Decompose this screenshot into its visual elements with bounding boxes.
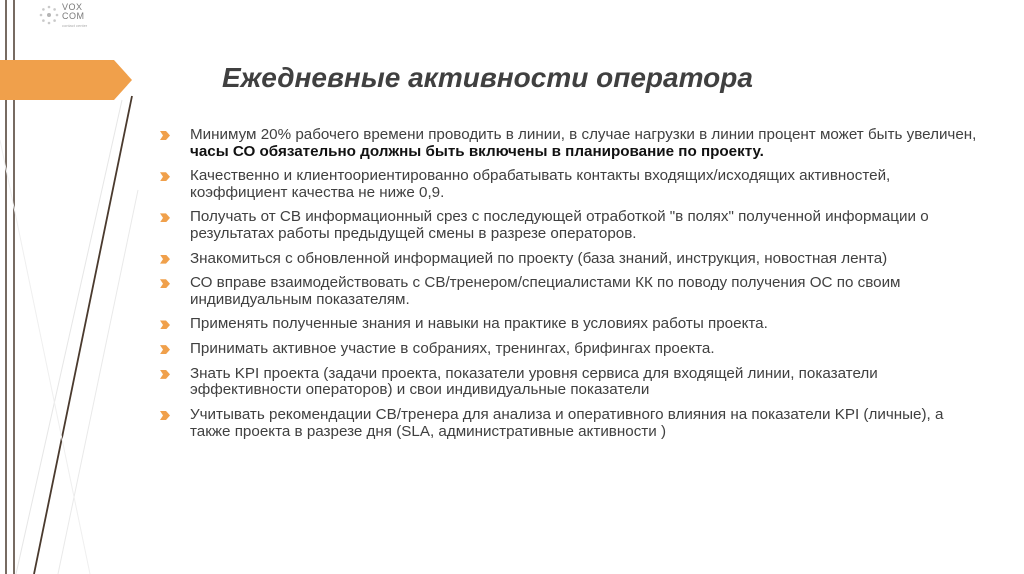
logo-line-1: VOX	[62, 2, 83, 12]
bullet-item	[160, 316, 980, 333]
slide-title: Ежедневные активности оператора	[222, 62, 753, 93]
bullet-text: Знать KPI проекта (задачи проекта, показатели уровня сервиса для входящей линии, показатели эффективности операторов) и свои индивидуальные показатели	[190, 364, 878, 399]
bullet-arrow-icon	[160, 255, 170, 264]
logo-wordmark	[62, 3, 85, 21]
logo-line-2: COM	[62, 11, 85, 21]
bullet-arrow-icon	[160, 172, 170, 181]
logo-icon	[38, 4, 60, 26]
bullet-arrow-icon	[160, 370, 170, 379]
bullet-item	[160, 275, 980, 308]
bullet-item	[160, 168, 980, 201]
bullet-arrow-icon	[160, 320, 170, 329]
bullet-arrow-icon	[160, 213, 170, 222]
bullet-item	[160, 127, 980, 160]
bullet-item	[160, 341, 980, 358]
bullet-list	[160, 127, 980, 448]
bullet-text: Качественно и клиентоориентированно обрабатывать контакты входящих/исходящих активностей, коэффициент качества не ниже 0,9.	[190, 167, 891, 201]
bullet-arrow-icon	[160, 131, 170, 140]
bullet-text: Принимать активное участие в собраниях, тренингах, брифингах проекта.	[190, 340, 715, 358]
bullet-item	[160, 251, 980, 268]
bullet-item	[160, 366, 980, 399]
bullet-item	[160, 407, 980, 440]
bullet-text: Учитывать рекомендации СВ/тренера для анализа и оперативного влияния на показатели KPI (личные), а также проекта в разрезе дня (SLA, административные активности )	[190, 406, 944, 440]
bullet-arrow-icon	[160, 345, 170, 354]
logo-subtitle: contact center	[62, 23, 88, 28]
bullet-text: СО вправе взаимодействовать с СВ/тренером/специалистами КК по поводу получения ОС по своим индивидуальным показателям.	[190, 274, 901, 308]
orange-arrow-band	[0, 60, 132, 100]
bullet-text: Знакомиться с обновленной информацией по проекту (база знаний, инструкция, новостная лента)	[190, 249, 888, 267]
company-logo	[38, 1, 88, 39]
bullet-text: Минимум 20% рабочего времени проводить в линии, в случае нагрузки в линии процент может быть увеличен,	[190, 126, 977, 143]
bullet-bold-text: часы СО обязательно должны быть включены в планирование по проекту.	[190, 142, 764, 160]
bullet-text: Получать от СВ информационный срез с последующей отработкой "в полях" полученной информации о результатах работы предыдущей смены в разрезе операторов.	[190, 208, 929, 242]
bullet-text: Применять полученные знания и навыки на практике в условиях работы проекта.	[190, 315, 768, 333]
bullet-arrow-icon	[160, 279, 170, 288]
bullet-item	[160, 209, 980, 242]
bullet-arrow-icon	[160, 411, 170, 420]
